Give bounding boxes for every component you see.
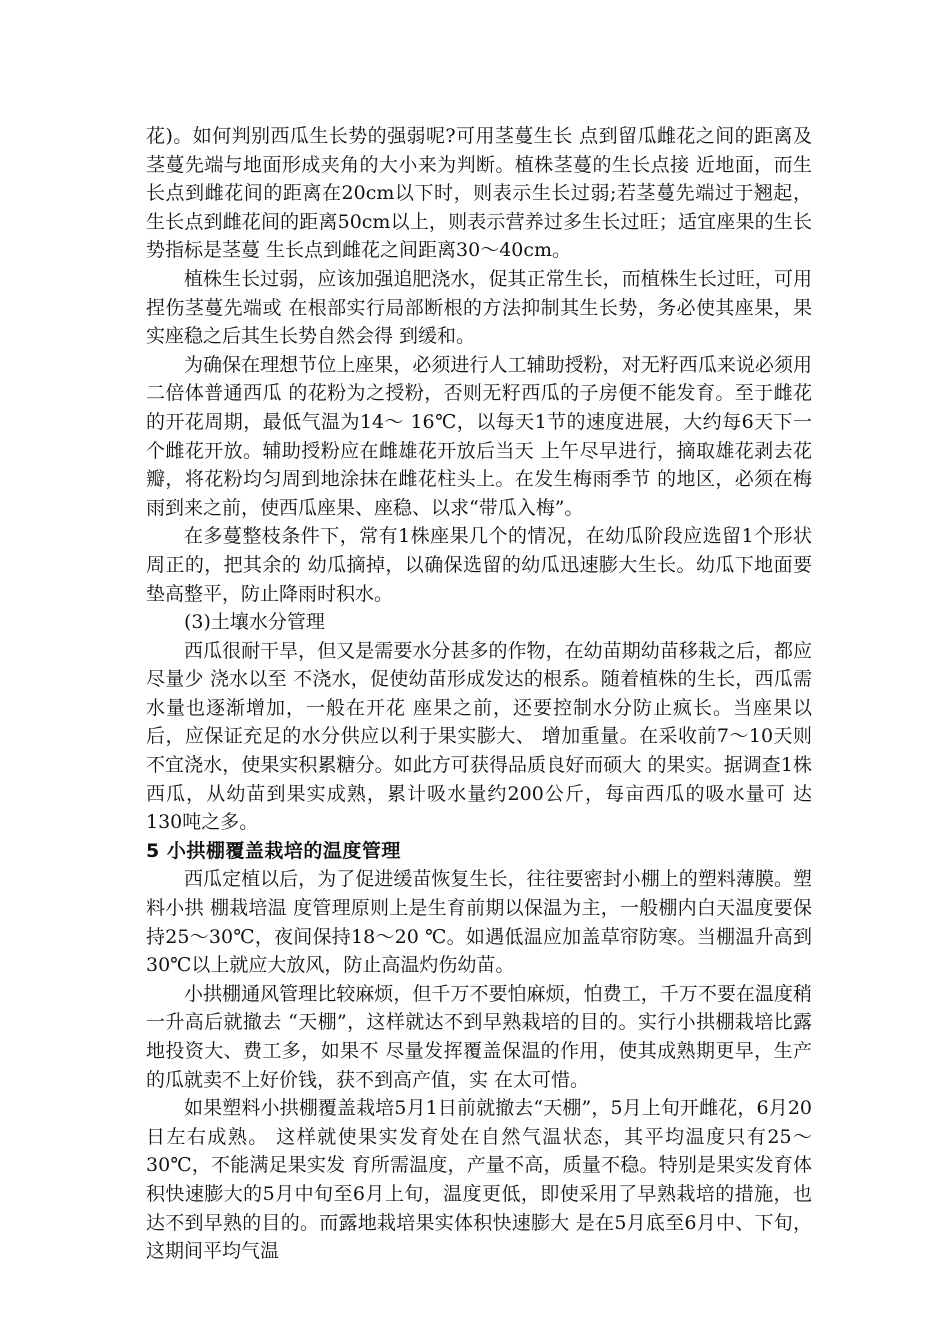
document-body (146, 122, 812, 1266)
paragraph-early-removal: 如果塑料小拱棚覆盖栽培5月1日前就撤去“天棚”，5月上旬开雌花，6月20日左右成熟。 这样就使果实发育处在自然气温状态，其平均温度只有25～30℃，不能满足果实发 育所需温度，产量不高，质量不稳。特别是果实发育体积快速膨大的5月中旬至6月上旬，温度更低，即使采用了早熟栽培的措施，也达不到早熟的目的。而露地栽培果实体积快速膨大 是在5月底至6月中、下旬，这期间平均气温 (146, 1097, 812, 1263)
paragraph-pollination: 为确保在理想节位上座果，必须进行人工辅助授粉，对无籽西瓜来说必须用二倍体普通西瓜 的花粉为之授粉，否则无籽西瓜的子房便不能发育。至于雌花的开花周期，最低气温为14～ 16℃，以每天1节的速度进展，大约每6天下一个雌花开放。辅助授粉应在雌雄花开放后当天 上午尽早进行，摘取雄花剥去花瓣，将花粉均匀周到地涂抹在雌花柱头上。在发生梅雨季节 的地区，必须在梅雨到来之前，使西瓜座果、座稳、以求“带瓜入梅”。 (146, 353, 812, 519)
paragraph-fruit-selection: 在多蔓整枝条件下，常有1株座果几个的情况，在幼瓜阶段应选留1个形状周正的，把其余的 幼瓜摘掉，以确保选留的幼瓜迅速膨大生长。幼瓜下地面要垫高整平，防止降雨时积水。 (146, 525, 812, 605)
paragraph-water-management: 西瓜很耐干旱，但又是需要水分甚多的作物，在幼苗期幼苗移栽之后，都应尽量少 浇水以至 不浇水，促使幼苗形成发达的根系。随着植株的生长，西瓜需水量也逐渐增加，一般在开花 座果之前，还要控制水分防止疯长。当座果以后，应保证充足的水分供应以利于果实膨大、 增加重量。在采收前7～10天则不宜浇水，使果实积累糖分。如此方可获得品质良好而硕大 的果实。据调查1株西瓜，从幼苗到果实成熟，累计吸水量约200公斤，每亩西瓜的吸水量可 达130吨之多。 (146, 639, 812, 834)
paragraph-temperature-principles: 西瓜定植以后，为了促进缓苗恢复生长，往往要密封小棚上的塑料薄膜。塑料小拱 棚栽培温 度管理原则上是生育前期以保温为主，一般棚内白天温度要保持25～30℃，夜间保持18～20 ℃。如遇低温应加盖草帘防寒。当棚温升高到30℃以上就应大放风，防止高温灼伤幼苗。 (146, 868, 812, 977)
subheading-soil-water: (3)土壤水分管理 (184, 611, 325, 634)
paragraph-vigor-control: 植株生长过弱，应该加强追肥浇水，促其正常生长，而植株生长过旺，可用捏伤茎蔓先端或 在根部实行局部断根的方法抑制其生长势，务必使其座果，果实座稳之后其生长势自然会得 到缓和。 (146, 267, 812, 348)
paragraph-ventilation: 小拱棚通风管理比较麻烦，但千万不要怕麻烦，怕费工，千万不要在温度稍一升高后就撤去 “天棚”，这样就达不到早熟栽培的目的。实行小拱棚栽培比露地投资大、费工多，如果不 尽量发挥覆盖保温的作用，使其成熟期更早，生产的瓜就卖不上好价钱，获不到高产值，实 在太可惜。 (146, 982, 812, 1091)
paragraph-growth-vigor: 花)。如何判别西瓜生长势的强弱呢?可用茎蔓生长 点到留瓜雌花之间的距离及茎蔓先端与地面形成夹角的大小来为判断。植株茎蔓的生长点接 近地面，而生长点到雌花间的距离在20cm以下时，则表示生长过弱;若茎蔓先端过于翘起， 生长点到雌花间的距离50cm以上，则表示营养过多生长过旺；适宜座果的生长势指标是茎蔓 生长点到雌花之间距离30～40cm。 (146, 125, 812, 262)
section-heading-temperature: 5 小拱棚覆盖栽培的温度管理 (146, 839, 401, 862)
